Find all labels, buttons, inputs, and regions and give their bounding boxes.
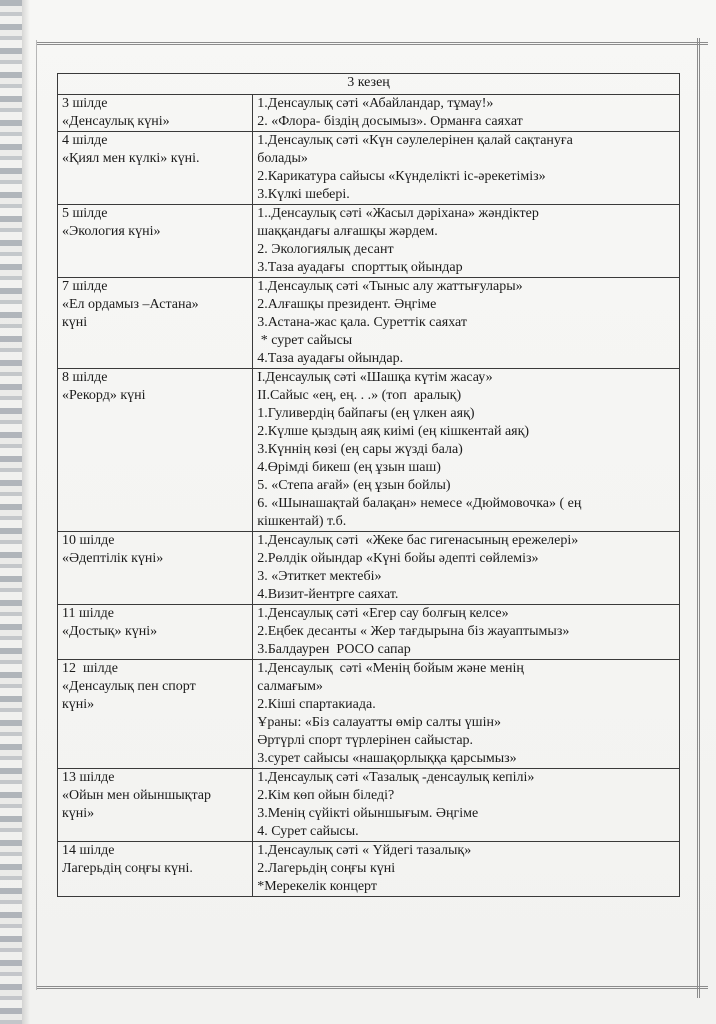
activity-line: ІІ.Сайыс «ең, ең. . .» (топ аралық) <box>257 388 462 403</box>
table-row <box>58 660 680 769</box>
activity-line: 1.Гуливердің байпағы (ең үлкен аяқ) <box>257 406 475 421</box>
activity-line: 3.Балдаурен РОСО сапар <box>257 642 411 657</box>
day-date: 11 шілде <box>62 606 114 621</box>
page-frame-right <box>697 38 700 998</box>
table-row <box>58 532 680 605</box>
day-cell <box>58 132 253 205</box>
day-date: 4 шілде <box>62 133 108 148</box>
schedule-table <box>57 73 680 897</box>
day-cell <box>58 369 253 532</box>
activity-line: 2.Еңбек десанты « Жер тағдырына біз жауаптымыз» <box>257 624 570 639</box>
activity-line: болады» <box>257 151 308 166</box>
table-row <box>58 369 680 532</box>
day-theme: «Ойын мен ойыншықтар <box>62 788 211 803</box>
day-cell <box>58 532 253 605</box>
activity-line: 4.Таза ауадағы ойындар. <box>257 351 404 366</box>
day-theme-continued: күні» <box>62 697 95 712</box>
activity-line: 3.Таза ауадағы спорттық ойындар <box>257 260 463 275</box>
activity-line: 1.Денсаулық сәті «Егер сау болғың келсе» <box>257 606 509 621</box>
activities-cell <box>253 132 680 205</box>
activity-line: Ұраны: «Біз салауатты өмір салты үшін» <box>257 715 501 730</box>
day-cell <box>58 95 253 132</box>
table-row <box>58 842 680 897</box>
activity-line: 1..Денсаулық сәті «Жасыл дәріхана» жәндіктер <box>257 206 539 221</box>
activities-cell <box>253 95 680 132</box>
day-theme-continued: күні <box>62 315 88 330</box>
activity-line: 5. «Степа ағай» (ең ұзын бойлы) <box>257 478 451 493</box>
activity-line: 3.Менің сүйікті ойыншығым. Әңгіме <box>257 806 479 821</box>
activity-line: 1.Денсаулық сәті «Күн сәулелерінен қалай сақтануға <box>257 133 573 148</box>
activity-line: 2. «Флора- біздің досымыз». Орманға саяхат <box>257 114 523 129</box>
table-row <box>58 605 680 660</box>
page-frame-bottom <box>36 986 708 989</box>
day-cell <box>58 769 253 842</box>
day-theme: «Достық» күні» <box>62 624 158 639</box>
day-theme: «Әдептілік күні» <box>62 551 164 566</box>
day-theme: «Денсаулық күні» <box>62 114 170 129</box>
activity-line: 4.Визит-йентрге саяхат. <box>257 587 399 602</box>
day-date: 14 шілде <box>62 843 115 858</box>
page-frame-left <box>36 40 37 990</box>
activity-line: 1.Денсаулық сәті « Үйдегі тазалық» <box>257 843 472 858</box>
table-row <box>58 278 680 369</box>
day-theme: «Денсаулық пен спорт <box>62 679 196 694</box>
day-theme: «Экология күні» <box>62 224 161 239</box>
activities-cell <box>253 660 680 769</box>
activity-line: салмағым» <box>257 679 323 694</box>
activity-line: Әртүрлі спорт түрлерінен сайыстар. <box>257 733 474 748</box>
day-date: 3 шілде <box>62 96 108 111</box>
activity-line: 2.Кім көп ойын біледі? <box>257 788 395 803</box>
table-header-row <box>58 74 680 95</box>
day-theme: «Рекорд» күні <box>62 388 146 403</box>
activity-line: 6. «Шынашақтай балақан» немесе «Дюймовочка» ( ең <box>257 496 582 511</box>
activity-line: 3.Күлкі шебері. <box>257 187 350 202</box>
page-frame-top <box>36 42 708 45</box>
day-date: 5 шілде <box>62 206 108 221</box>
activities-cell <box>253 605 680 660</box>
day-cell <box>58 842 253 897</box>
activity-line: 2.Кіші спартакиада. <box>257 697 376 712</box>
activity-line: І.Денсаулық сәті «Шашқа күтім жасау» <box>257 370 493 385</box>
activities-cell <box>253 769 680 842</box>
activity-line: 2.Лагерьдің соңғы күні <box>257 861 396 876</box>
day-date: 7 шілде <box>62 279 108 294</box>
activity-line: 4. Сурет сайысы. <box>257 824 359 839</box>
activity-line: 1.Денсаулық сәті «Менің бойым және менің <box>257 661 524 676</box>
day-date: 8 шілде <box>62 370 108 385</box>
day-date: 13 шілде <box>62 770 115 785</box>
table-row <box>58 769 680 842</box>
day-theme: «Қиял мен күлкі» күні. <box>62 151 200 166</box>
activities-cell <box>253 205 680 278</box>
activity-line: 4.Өрімді бикеш (ең ұзын шаш) <box>257 460 441 475</box>
activity-line: 2.Алғашқы президент. Әңгіме <box>257 297 437 312</box>
activity-line: 1.Денсаулық сәті «Тазалық -денсаулық кепілі» <box>257 770 535 785</box>
day-theme: Лагерьдің соңғы күні. <box>62 861 193 876</box>
activity-line: 2. Экологиялық десант <box>257 242 394 257</box>
day-cell <box>58 605 253 660</box>
day-theme: «Ел ордамыз –Астана» <box>62 297 199 312</box>
activity-line: * сурет сайысы <box>257 333 353 348</box>
activity-line: 3.сурет сайысы «нашақорлыққа қарсымыз» <box>257 751 517 766</box>
day-cell <box>58 278 253 369</box>
activity-line: 1.Денсаулық сәті «Абайландар, тұмау!» <box>257 96 494 111</box>
activity-line: 3. «Этиткет мектебі» <box>257 569 382 584</box>
activity-line: 1.Денсаулық сәті «Жеке бас гигенасының ережелері» <box>257 533 579 548</box>
activities-cell <box>253 532 680 605</box>
day-date: 12 шілде <box>62 661 118 676</box>
activity-line: *Мерекелік концерт <box>257 879 377 894</box>
binding-shadow <box>22 0 30 1024</box>
table-row <box>58 205 680 278</box>
table-row <box>58 95 680 132</box>
activities-cell <box>253 369 680 532</box>
activity-line: 2.Күлше қыздың аяқ киімі (ең кішкентай аяқ) <box>257 424 530 439</box>
table-row <box>58 132 680 205</box>
day-cell <box>58 205 253 278</box>
day-date: 10 шілде <box>62 533 115 548</box>
activity-line: 2.Карикатура сайысы «Күнделікті іс-әрекетіміз» <box>257 169 546 184</box>
activities-cell <box>253 842 680 897</box>
activity-line: шаққандағы алғашқы жәрдем. <box>257 224 438 239</box>
stage-heading: 3 кезең <box>58 74 680 95</box>
day-cell <box>58 660 253 769</box>
activities-cell <box>253 278 680 369</box>
activity-line: кішкентай) т.б. <box>257 514 347 529</box>
activity-line: 3.Астана-жас қала. Суреттік саяхат <box>257 315 467 330</box>
activity-line: 3.Күннің көзі (ең сары жүзді бала) <box>257 442 463 457</box>
schedule-table-body <box>58 74 680 897</box>
activity-line: 2.Рөлдік ойындар «Күні бойы әдепті сөйлеміз» <box>257 551 539 566</box>
spiral-binding <box>0 0 22 1024</box>
activity-line: 1.Денсаулық сәті «Тыныс алу жаттығулары» <box>257 279 523 294</box>
day-theme-continued: күні» <box>62 806 95 821</box>
